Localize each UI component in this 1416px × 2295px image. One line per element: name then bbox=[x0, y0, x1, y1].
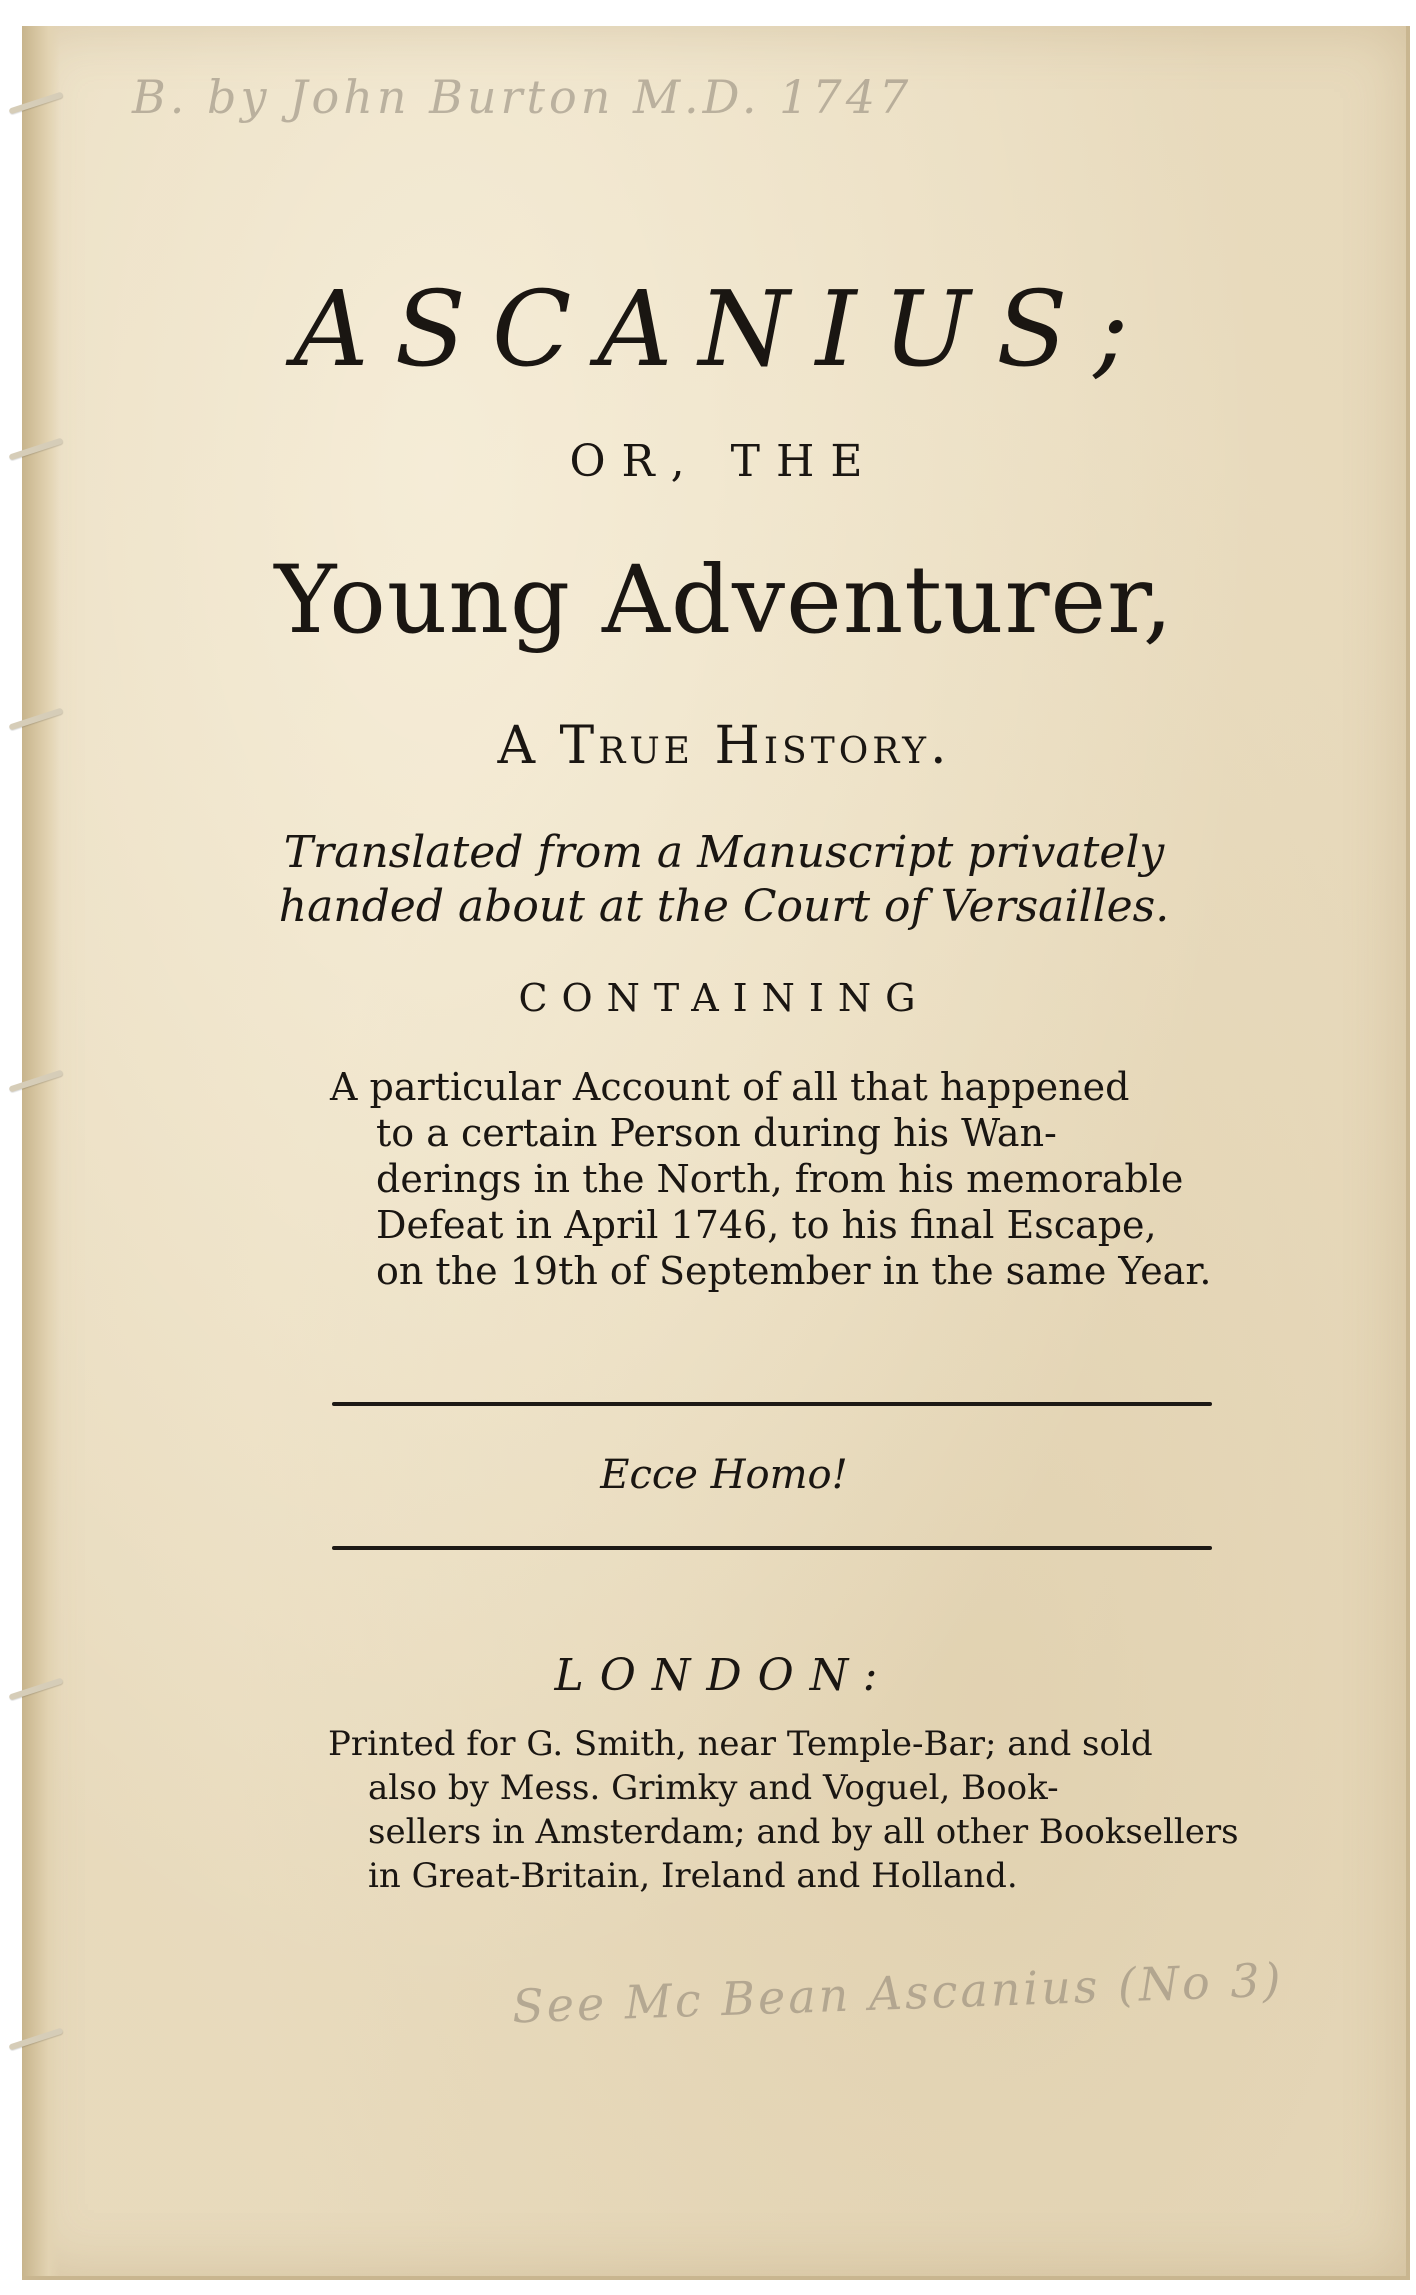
imprint-paragraph bbox=[328, 1722, 1248, 1898]
subtitle-main: Young Adventurer, bbox=[274, 546, 1174, 655]
pencil-note-top: B. by John Burton M.D. 1747 bbox=[132, 70, 913, 124]
title-page bbox=[22, 26, 1410, 2280]
containing-heading: CONTAINING bbox=[518, 976, 930, 1020]
book-title: ASCANIUS; bbox=[293, 268, 1155, 390]
pencil-note-bottom: See Mc Bean Ascanius (No 3) bbox=[511, 1952, 1285, 2034]
translated-note bbox=[32, 826, 1416, 934]
imprint-line: also by Mess. Grimky and Voguel, Book- bbox=[368, 1768, 1059, 1808]
imprint-line: in Great-Britain, Ireland and Holland. bbox=[368, 1856, 1018, 1896]
account-line: Defeat in April 1746, to his final Escape, bbox=[376, 1203, 1157, 1247]
subtitle-or: OR, THE bbox=[569, 436, 879, 487]
imprint-line: sellers in Amsterdam; and by all other Booksellers bbox=[368, 1812, 1239, 1852]
divider-rule bbox=[332, 1546, 1212, 1550]
translated-line: handed about at the Court of Versailles. bbox=[278, 881, 1170, 932]
imprint-line: Printed for G. Smith, near Temple-Bar; and sold bbox=[328, 1724, 1153, 1764]
true-history-line: A True History. bbox=[497, 716, 951, 776]
place-of-publication: LONDON: bbox=[554, 1650, 894, 1701]
account-line: A particular Account of all that happened bbox=[330, 1065, 1130, 1109]
account-line: derings in the North, from his memorable bbox=[376, 1157, 1184, 1201]
divider-rule bbox=[332, 1402, 1212, 1406]
account-line: on the 19th of September in the same Year. bbox=[376, 1249, 1212, 1293]
motto: Ecce Homo! bbox=[600, 1452, 848, 1498]
translated-line: Translated from a Manuscript privately bbox=[283, 827, 1165, 878]
account-paragraph bbox=[330, 1064, 1250, 1294]
account-line: to a certain Person during his Wan- bbox=[376, 1111, 1057, 1155]
